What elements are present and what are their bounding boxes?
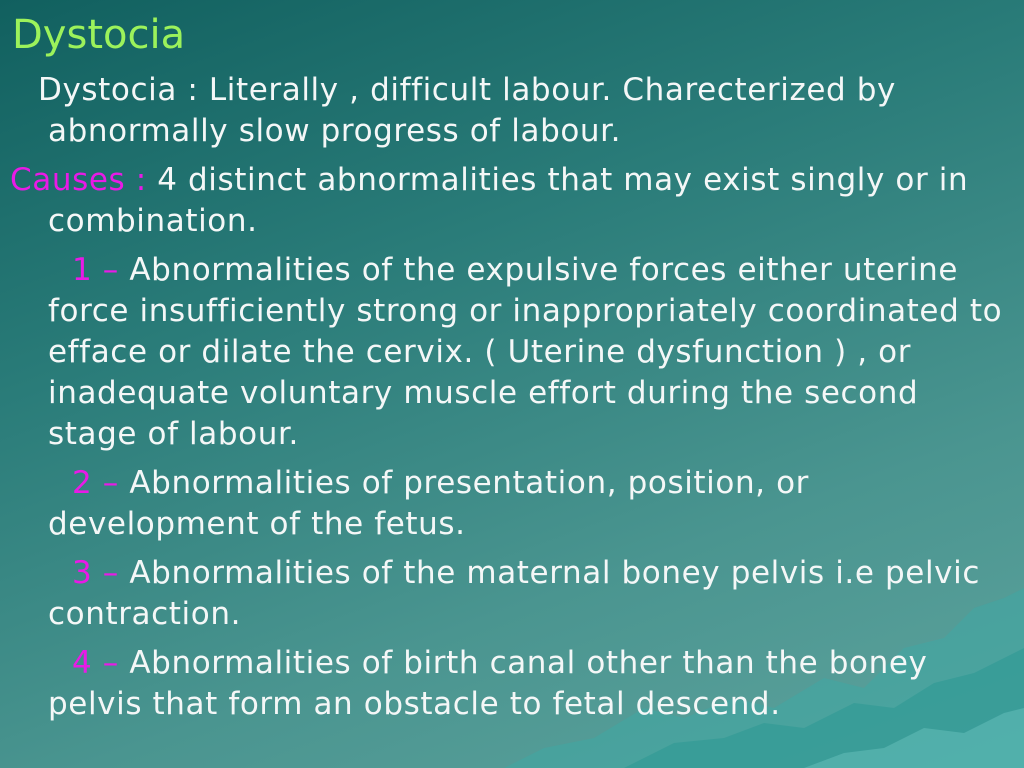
cause-dash: – (102, 252, 119, 288)
causes-paragraph (10, 160, 1014, 242)
cause-number: 3 (72, 555, 93, 591)
cause-item-2 (10, 463, 1014, 545)
cause-item-1 (10, 250, 1014, 455)
cause-text: Abnormalities of the maternal boney pelvis i.e pelvic contraction. (48, 555, 980, 632)
definition-text: Dystocia : Literally , difficult labour. Charecterized by abnormally slow progress of labour. (38, 72, 896, 149)
cause-number: 2 (72, 465, 93, 501)
cause-dash: – (102, 555, 119, 591)
cause-text: Abnormalities of presentation, position, or development of the fetus. (48, 465, 810, 542)
causes-label: Causes : (10, 162, 147, 198)
cause-text: Abnormalities of birth canal other than the boney pelvis that form an obstacle to fetal descend. (48, 645, 928, 722)
cause-text: Abnormalities of the expulsive forces either uterine force insufficiently strong or inappropriately coordinated to efface or dilate the cervix. ( Uterine dysfunction ) , or inadequate voluntary muscle effort during the second stage of labour. (48, 252, 1003, 452)
slide-title: Dystocia (12, 12, 186, 58)
cause-number: 1 (72, 252, 93, 288)
cause-dash: – (102, 465, 119, 501)
definition-paragraph (10, 70, 1014, 152)
cause-item-3 (10, 553, 1014, 635)
cause-number: 4 (72, 645, 93, 681)
cause-dash: – (102, 645, 119, 681)
cause-item-4 (10, 643, 1014, 725)
causes-text: 4 distinct abnormalities that may exist singly or in combination. (48, 162, 969, 239)
slide-body (10, 70, 1014, 725)
